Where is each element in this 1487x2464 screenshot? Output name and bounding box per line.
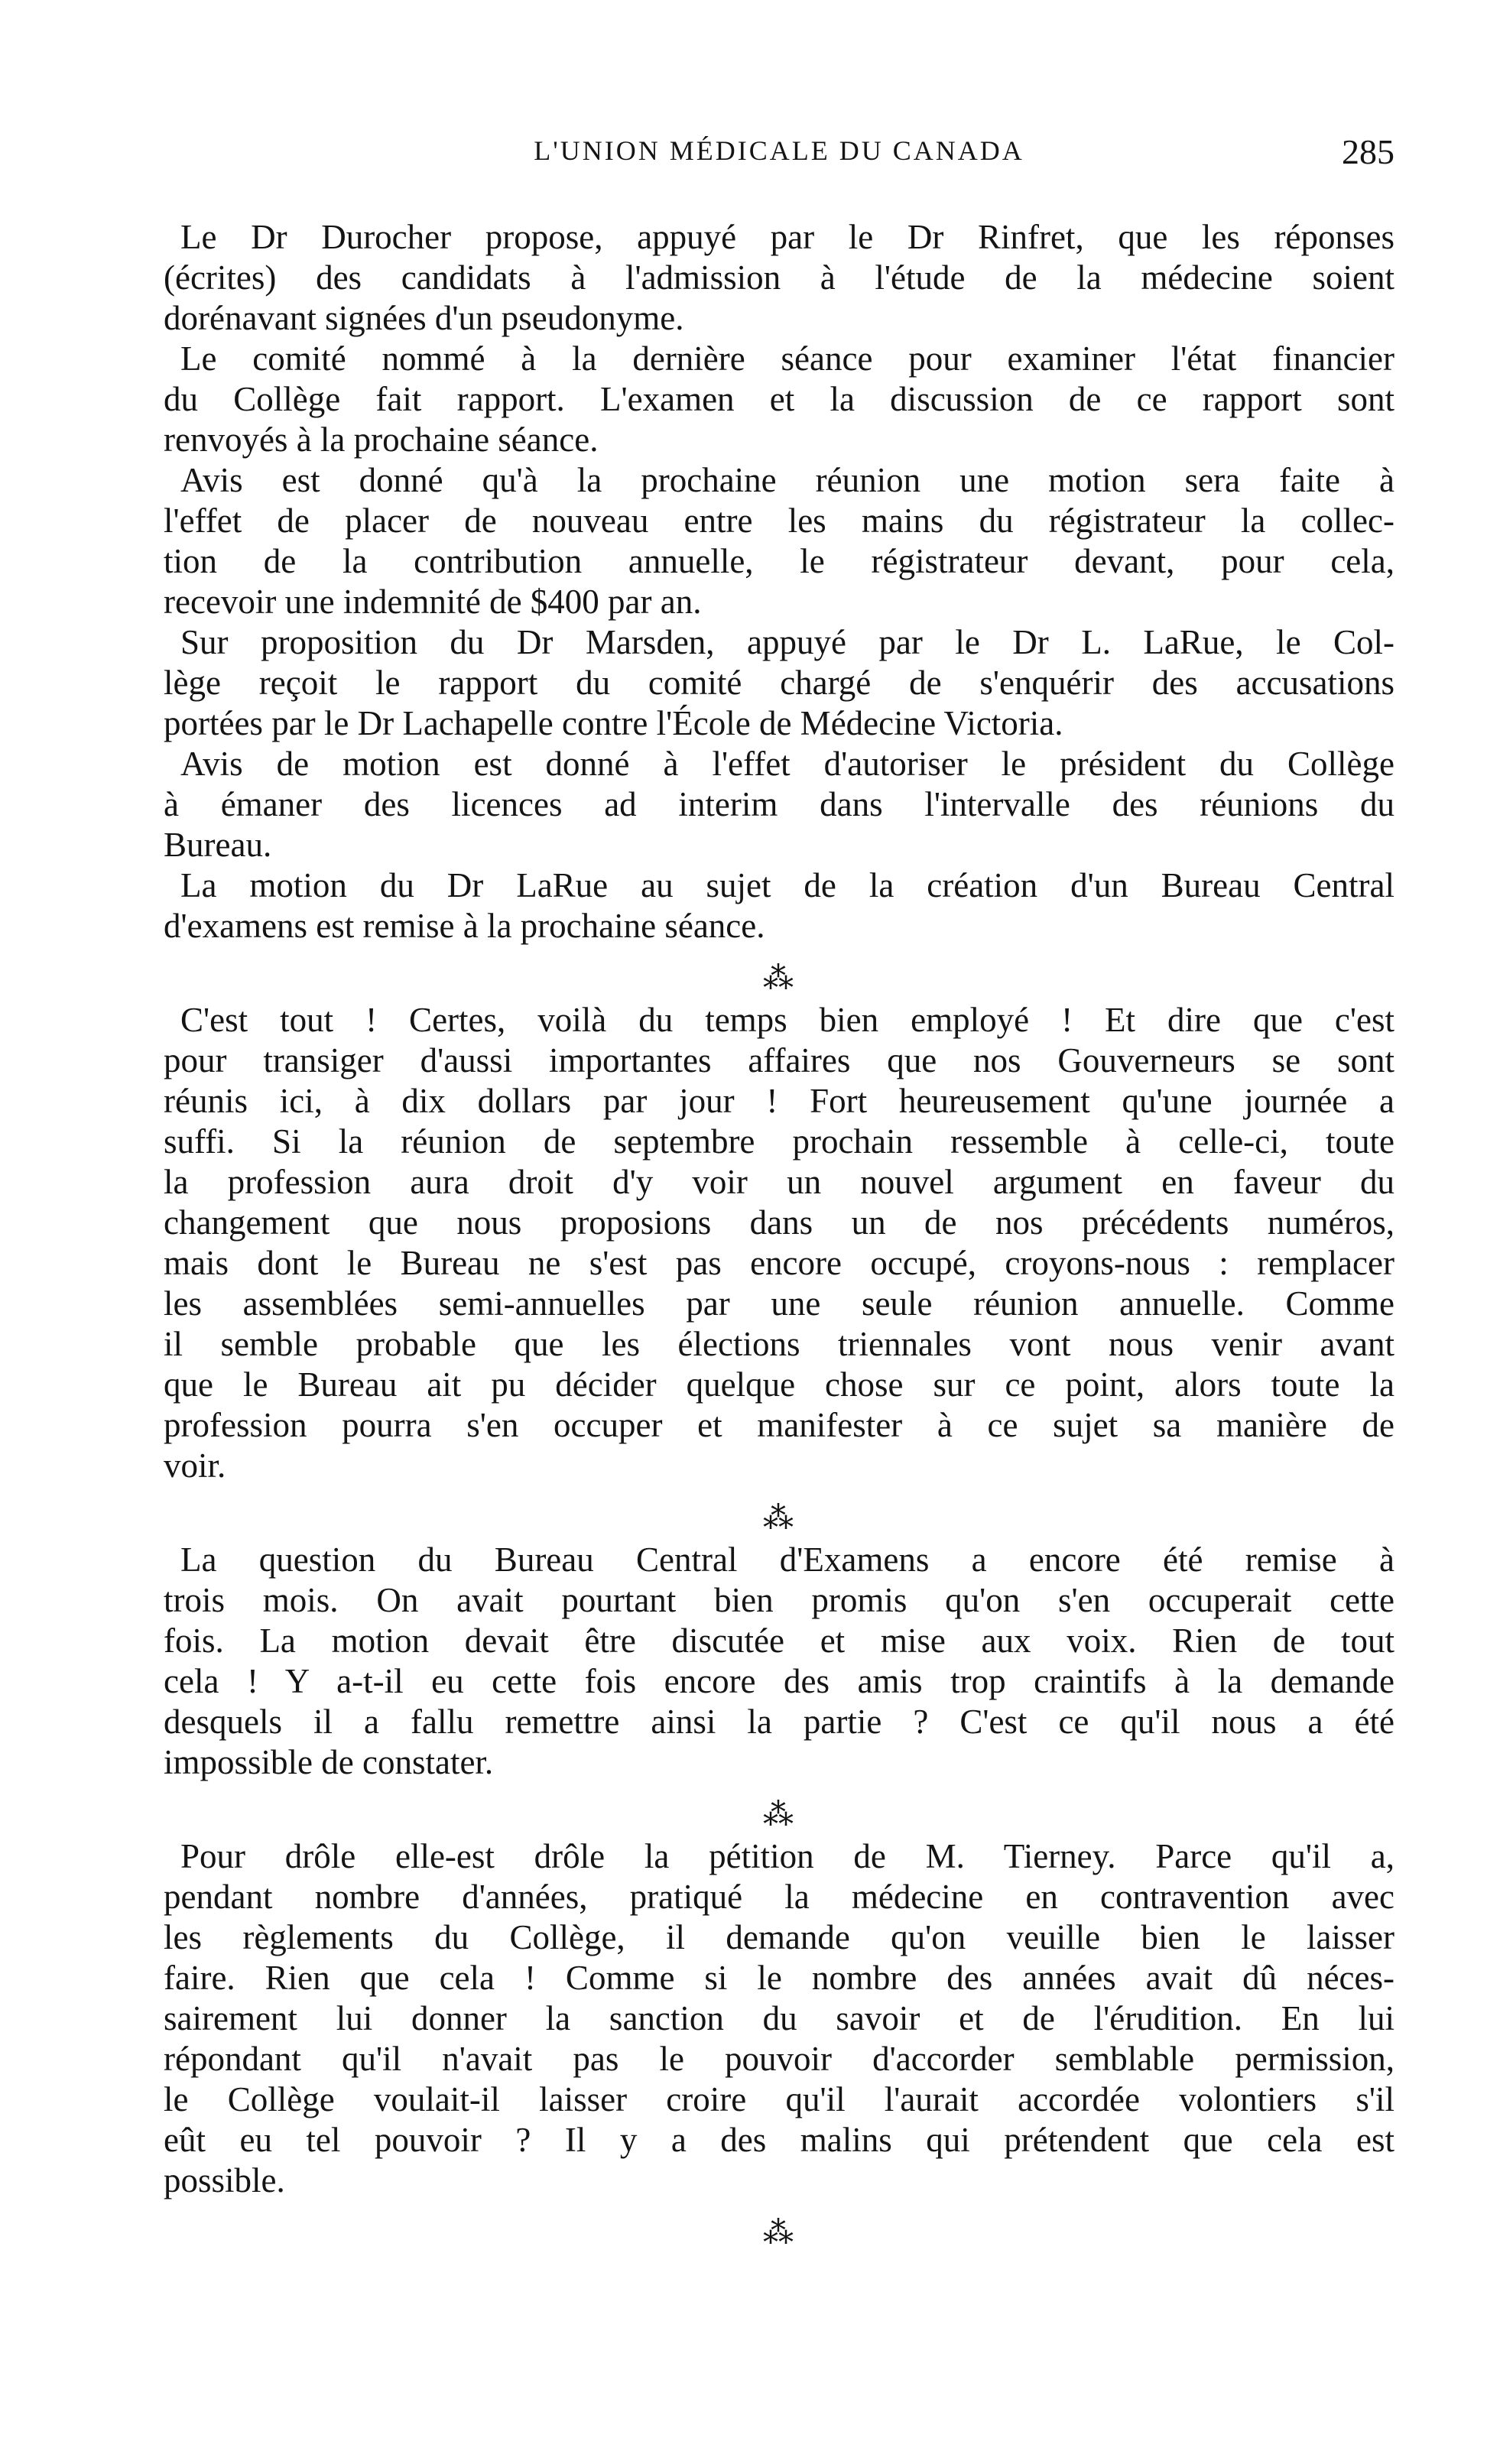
text-line: La question du Bureau Central d'Examens a encore été remise à — [180, 1540, 1394, 1579]
text-line: répondant qu'il n'avait pas le pouvoir d'accorder semblable permission, — [164, 2040, 1394, 2078]
text-line: du Collège fait rapport. L'examen et la discussion de ce rapport sont — [164, 380, 1394, 418]
text-line: sairement lui donner la sanction du savoir et de l'érudition. En lui — [164, 1999, 1394, 2037]
asterism-separator: ⁂ — [763, 961, 795, 995]
text-line: eût eu tel pouvoir ? Il y a des malins qui prétendent que cela est — [164, 2121, 1394, 2159]
text-line: (écrites) des candidats à l'admission à l'étude de la médecine soient — [164, 258, 1394, 297]
text-line: cela ! Y a-t-il eu cette fois encore des amis trop craintifs à la demande — [164, 1662, 1394, 1700]
text-line: les règlements du Collège, il demande qu'on veuille bien le laisser — [164, 1918, 1394, 1956]
text-line: recevoir une indemnité de $400 par an. — [164, 583, 702, 621]
text-line: renvoyés à la prochaine séance. — [164, 420, 599, 459]
text-line: portées par le Dr Lachapelle contre l'École de Médecine Victoria. — [164, 704, 1063, 742]
text-line: Le Dr Durocher propose, appuyé par le Dr Rinfret, que les réponses — [180, 218, 1394, 256]
minutes-paragraph-2 — [164, 339, 1394, 460]
text-line: Avis est donné qu'à la prochaine réunion une motion sera faite à — [180, 461, 1394, 499]
text-line: La motion du Dr LaRue au sujet de la création d'un Bureau Central — [180, 866, 1394, 904]
text-line: Sur proposition du Dr Marsden, appuyé par le Dr L. LaRue, le Col- — [180, 623, 1394, 661]
minutes-paragraph-1 — [164, 217, 1394, 339]
text-line: Le comité nommé à la dernière séance pour examiner l'état financier — [180, 339, 1394, 378]
text-line: pour transiger d'aussi importantes affaires que nos Gouverneurs se sont — [164, 1041, 1394, 1079]
text-line: le Collège voulait-il laisser croire qu'il l'aurait accordée volontiers s'il — [164, 2080, 1394, 2118]
text-line: trois mois. On avait pourtant bien promis qu'on s'en occuperait cette — [164, 1581, 1394, 1619]
text-line: les assemblées semi-annuelles par une seule réunion annuelle. Comme — [164, 1284, 1394, 1323]
text-line: profession pourra s'en occuper et manifester à ce sujet sa manière de — [164, 1406, 1394, 1444]
commentary-paragraph-2 — [164, 1540, 1394, 1783]
text-line: d'examens est remise à la prochaine séance. — [164, 907, 765, 945]
text-line: mais dont le Bureau ne s'est pas encore occupé, croyons-nous : remplacer — [164, 1244, 1394, 1282]
text-line: à émaner des licences ad interim dans l'intervalle des réunions du — [164, 785, 1394, 823]
text-line: la profession aura droit d'y voir un nouvel argument en faveur du — [164, 1163, 1394, 1201]
text-line: lège reçoit le rapport du comité chargé de s'enquérir des accusations — [164, 664, 1394, 702]
minutes-paragraph-3 — [164, 460, 1394, 622]
minutes-paragraph-4 — [164, 622, 1394, 744]
text-line: fois. La motion devait être discutée et mise aux voix. Rien de tout — [164, 1622, 1394, 1660]
text-line: suffi. Si la réunion de septembre prochain ressemble à celle-ci, toute — [164, 1122, 1394, 1161]
text-line: voir. — [164, 1446, 226, 1485]
minutes-paragraph-6 — [164, 865, 1394, 946]
text-line: desquels il a fallu remettre ainsi la partie ? C'est ce qu'il nous a été — [164, 1703, 1394, 1741]
page-header — [164, 132, 1394, 180]
asterism-separator: ⁂ — [763, 2216, 795, 2250]
text-line: Avis de motion est donné à l'effet d'autoriser le président du Collège — [180, 745, 1394, 783]
asterism-separator: ⁂ — [763, 1797, 795, 1832]
text-line: il semble probable que les élections triennales vont nous venir avant — [164, 1325, 1394, 1363]
text-line: Pour drôle elle-est drôle la pétition de M. Tierney. Parce qu'il a, — [180, 1837, 1394, 1875]
text-line: changement que nous proposions dans un de nos précédents numéros, — [164, 1203, 1394, 1242]
text-line: réunis ici, à dix dollars par jour ! Fort heureusement qu'une journée a — [164, 1082, 1394, 1120]
text-line: impossible de constater. — [164, 1743, 494, 1781]
commentary-paragraph-1 — [164, 1000, 1394, 1486]
text-line: l'effet de placer de nouveau entre les mains du régistrateur la collec- — [164, 502, 1394, 540]
page-body — [164, 217, 1394, 2255]
text-line: dorénavant signées d'un pseudonyme. — [164, 299, 684, 337]
text-line: possible. — [164, 2161, 285, 2199]
asterism-separator: ⁂ — [763, 1501, 795, 1535]
running-title: L'UNION MÉDICALE DU CANADA — [534, 135, 1024, 166]
text-line: Bureau. — [164, 826, 272, 864]
commentary-paragraph-3 — [164, 1836, 1394, 2201]
minutes-paragraph-5 — [164, 744, 1394, 865]
page-number: 285 — [1342, 132, 1394, 171]
text-line: C'est tout ! Certes, voilà du temps bien employé ! Et dire que c'est — [180, 1001, 1394, 1039]
text-line: pendant nombre d'années, pratiqué la médecine en contravention avec — [164, 1878, 1394, 1916]
text-line: tion de la contribution annuelle, le régistrateur devant, pour cela, — [164, 542, 1394, 580]
text-line: faire. Rien que cela ! Comme si le nombre des années avait dû néces- — [164, 1959, 1394, 1997]
text-line: que le Bureau ait pu décider quelque chose sur ce point, alors toute la — [164, 1365, 1394, 1404]
